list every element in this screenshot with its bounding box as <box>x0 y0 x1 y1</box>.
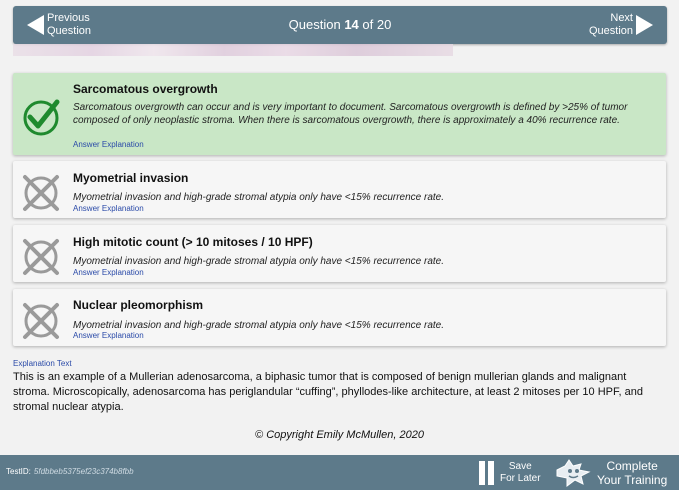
answer-option-2[interactable] <box>13 161 666 218</box>
option-title: Myometrial invasion <box>73 171 189 185</box>
copyright-text: © Copyright Emily McMullen, 2020 <box>255 429 424 441</box>
option-title: Nuclear pleomorphism <box>73 298 204 312</box>
cross-circle-icon <box>21 237 61 277</box>
mascot-icon <box>555 458 593 488</box>
answer-explanation-link[interactable]: Answer Explanation <box>73 331 144 340</box>
question-number: 14 <box>344 17 359 32</box>
next-label-line1: Next <box>610 12 633 24</box>
next-question-button[interactable] <box>589 6 653 44</box>
pause-icon <box>479 461 494 485</box>
option-text: Sarcomatous overgrowth can occur and is very important to document. Sarcomatous overgrowth is defined by >25% of tumor composed of only neoplastic stroma. When there is sarcomatous overgrowth, there is approximately a 40% recurrence rate. <box>73 102 628 126</box>
explanation-text: This is an example of a Mullerian adenosarcoma, a biphasic tumor that is composed of benign mullerian glands and malignant stroma. Microscopically, adenosarcoma has periglandular “cuffing”, phyllodes-like architecture, at least 2 mitoses per 10 HPF, and stromal nuclear atypia. <box>13 371 643 413</box>
prev-label-line1: Previous <box>47 12 90 24</box>
answer-option-3[interactable] <box>13 225 666 282</box>
test-id-value: 5fdbbeb5375ef23c374b8fbb <box>33 467 134 476</box>
cross-circle-icon <box>21 301 61 341</box>
explanation-label: Explanation Text <box>13 359 72 368</box>
complete-label-line1: Complete <box>606 459 658 473</box>
test-id-label: TestID: <box>6 467 31 476</box>
answer-option-4[interactable] <box>13 289 666 346</box>
top-nav-bar <box>13 6 667 44</box>
answer-option-1[interactable] <box>13 73 666 155</box>
save-label-line2: For Later <box>500 473 541 484</box>
option-text: Myometrial invasion and high-grade stromal atypia only have <15% recurrence rate. <box>73 320 445 331</box>
answer-explanation-link[interactable]: Answer Explanation <box>73 268 144 277</box>
complete-training-button[interactable] <box>555 458 667 488</box>
question-image-strip <box>13 44 453 56</box>
cross-circle-icon <box>21 173 61 213</box>
save-for-later-button[interactable] <box>479 460 541 486</box>
check-circle-icon <box>21 97 61 137</box>
test-id <box>6 467 134 476</box>
question-total: 20 <box>376 17 392 32</box>
arrow-right-icon <box>636 15 653 35</box>
option-text: Myometrial invasion and high-grade stromal atypia only have <15% recurrence rate. <box>73 192 445 203</box>
bottom-bar <box>0 455 679 490</box>
prev-label-line2: Question <box>47 25 92 37</box>
save-label-line1: Save <box>508 461 532 472</box>
option-title: Sarcomatous overgrowth <box>73 82 218 96</box>
answer-explanation-link[interactable]: Answer Explanation <box>73 204 144 213</box>
answer-explanation-link[interactable]: Answer Explanation <box>73 140 144 149</box>
complete-label-line2: Your Training <box>597 473 668 487</box>
next-label-line2: Question <box>588 25 633 37</box>
question-counter: Question 14 of 20 <box>288 17 392 32</box>
option-text: Myometrial invasion and high-grade stromal atypia only have <15% recurrence rate. <box>73 256 445 267</box>
option-title: High mitotic count (> 10 mitoses / 10 HPF) <box>73 235 313 249</box>
